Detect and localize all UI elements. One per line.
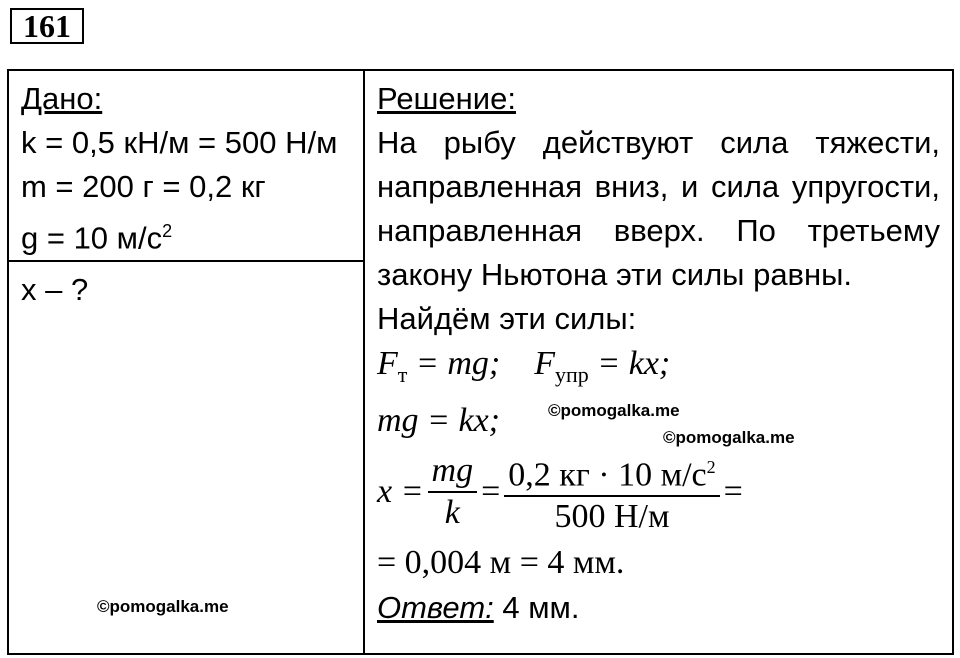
watermark: ©pomogalka.me [548,401,680,420]
given-cell [8,70,364,261]
solution-title: Решение: [377,81,516,116]
equation-x: x = $\frac{mg}{k}$ = $\frac{0,2 кг \cdot 10 м/с^2}{500 Н/м}$ = [377,444,940,540]
equation-result: = 0,004 м = 4 мм. [377,544,625,581]
equation-forces: $F_т$ = mg; $F_{упр}$ = kx; [377,345,671,387]
find-line: x – ? [21,272,89,308]
solution-paragraph: На рыбу действуют сила тяжести, направленная вниз, и сила упругости, направленная вверх. По третьему закону Ньютона эти силы равны. [377,125,940,292]
solution-cell [364,70,953,654]
given-line-m: m = 200 г = 0,2 кг [21,169,266,204]
equation-balance: mg = kx; [377,402,501,439]
watermark: ©pomogalka.me [97,597,229,617]
given-line-k: k = 0,5 кН/м = 500 Н/м [21,125,338,160]
answer-line: Ответ: 4 мм. [377,590,580,625]
fraction-symbolic: $\frac{mg}{k}$ [428,451,478,533]
given-line-g: g = 10 $м/с^2$ [21,220,173,256]
fraction-numeric: $\frac{0,2 кг \cdot 10 м/с^2}{500 Н/м}$ [504,447,719,537]
watermark: ©pomogalka.me [663,428,795,447]
problem-number: 161 [10,8,84,44]
find-cell [8,261,364,654]
given-title: Дано: [21,81,103,116]
solution-table [7,69,954,655]
find-forces-line: Найдём эти силы: [377,301,637,336]
